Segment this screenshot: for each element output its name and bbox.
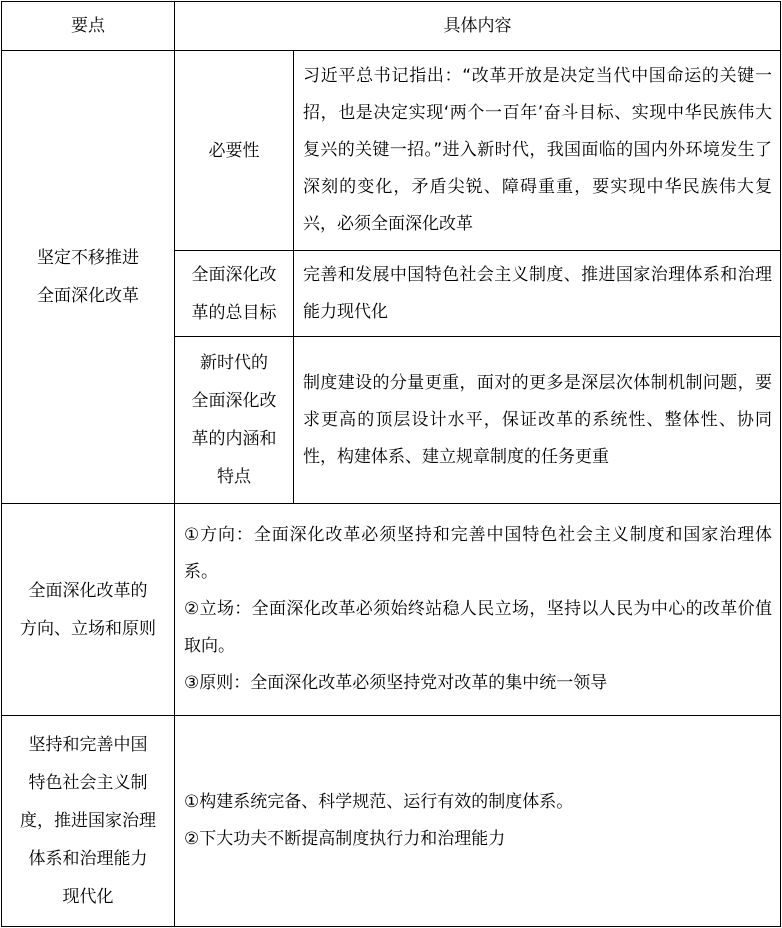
table-row (2, 504, 781, 716)
content-table (1, 1, 781, 927)
key-line: 坚定不移推进 (37, 248, 139, 268)
sub-key-connotation (175, 337, 294, 504)
header-key-cell: 要点 (2, 2, 175, 51)
content-necessity: 习近平总书记指出：“改革开放是决定当代中国命运的关键一招，也是决定实现‘两个一百年’奋斗目标、实现中华民族伟大复兴的关键一招。”进入新时代，我国面临的国内外环境发生了深刻的变化，矛盾尖锐、障碍重重，要实现中华民族伟大复兴，必须全面深化改革 (294, 51, 781, 251)
key-line: 方向、立场和原则 (20, 618, 156, 639)
key-line: 特色社会主义制 (28, 773, 148, 793)
content-overall-goal: 完善和发展中国特色社会主义制度、推进国家治理体系和治理能力现代化 (294, 251, 781, 337)
list-item: ①构建系统完备、科学规范、运行有效的制度体系。 (184, 792, 574, 812)
key-line: 度，推进国家治理 (20, 811, 156, 831)
sub-key-line: 必要性 (208, 140, 260, 161)
content-governance (175, 716, 781, 927)
sub-key-line: 全面深化改 (191, 264, 277, 285)
sub-key-line: 特点 (217, 467, 251, 487)
sub-key-overall-goal (175, 251, 294, 337)
key-cell-reform (2, 51, 175, 504)
key-cell-direction (2, 504, 175, 716)
key-cell-governance (2, 716, 175, 927)
header-content-cell: 具体内容 (175, 2, 781, 51)
sub-key-necessity (175, 51, 294, 251)
list-item: ②下大功夫不断提高制度执行力和治理能力 (184, 829, 506, 849)
key-line: 坚持和完善中国 (28, 735, 148, 755)
list-item: ②立场：全面深化改革必须始终站稳人民立场，坚持以人民为中心的改革价值取向。 (184, 599, 772, 656)
key-line: 全面深化改革 (37, 286, 139, 306)
key-line: 体系和治理能力 (28, 849, 148, 869)
list-item: ①方向：全面深化改革必须坚持和完善中国特色社会主义制度和国家治理体系。 (184, 525, 772, 582)
list-item: ③原则：全面深化改革必须坚持党对改革的集中统一领导 (184, 673, 608, 693)
key-line: 现代化 (62, 887, 114, 907)
content-connotation: 制度建设的分量更重，面对的更多是深层次体制机制问题，要求更高的顶层设计水平，保证改革的系统性、整体性、协同性，构建体系、建立规章制度的任务更重 (294, 337, 781, 504)
sub-key-line: 革的内涵和 (191, 429, 277, 449)
content-direction (175, 504, 781, 716)
table-row (2, 716, 781, 927)
header-row (2, 2, 781, 51)
sub-key-line: 新时代的 (200, 353, 268, 373)
table-row (2, 51, 781, 251)
sub-key-line: 革的总目标 (191, 302, 277, 323)
key-line: 全面深化改革的 (28, 580, 148, 601)
sub-key-line: 全面深化改 (191, 391, 277, 411)
